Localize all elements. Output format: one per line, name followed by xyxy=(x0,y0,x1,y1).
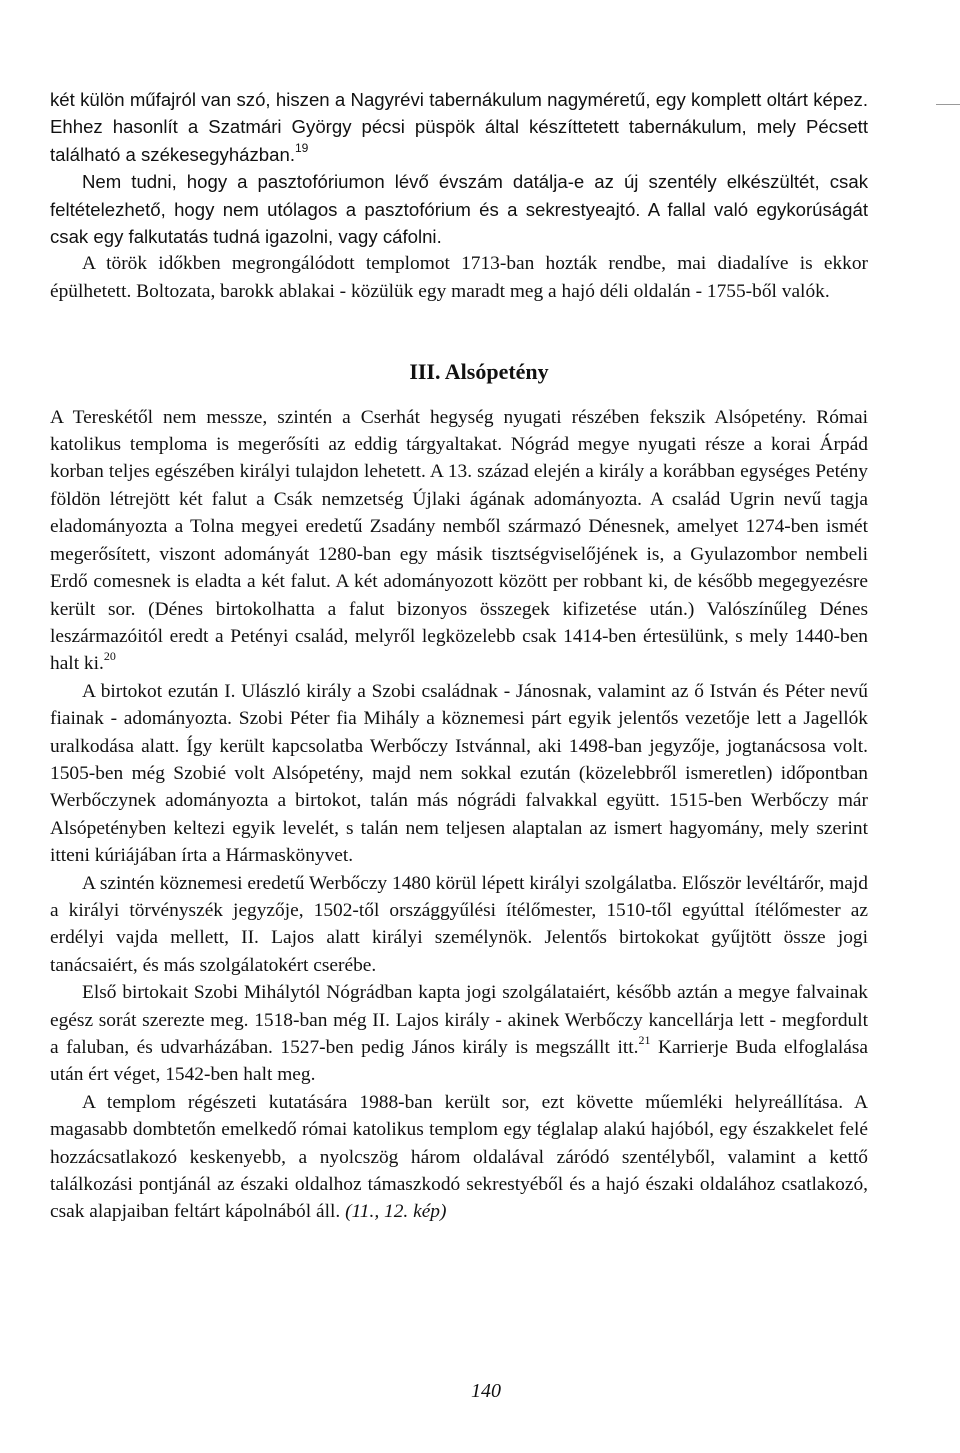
page-body xyxy=(50,86,868,1226)
paragraph xyxy=(50,870,868,980)
paragraph-text: Karrierje Buda elfoglalása után ért véget, 1542-ben halt meg. xyxy=(50,1037,868,1086)
paragraph xyxy=(50,250,868,305)
paragraph xyxy=(50,404,868,678)
paragraph-text: A török időkben megrongálódott templomot 1713-ban hozták rendbe, mai diadalíve is ekkor épülhetett. Boltozata, barokk ablakai - közülük egy maradt meg a hajó déli oldalán - 1755-ből valók. xyxy=(50,253,868,302)
paragraph-text: A szintén köznemesi eredetű Werbőczy 1480 körül lépett királyi szolgálatba. Először levéltárőr, majd a királyi törvényszék jegyzője, 1502-től országgyűlési ítélőmester, 1510-től egyúttal ítélőmester az erdélyi vajda mellett, II. Lajos alatt királyi személynök. Jelentős birtokokat gyűjtött össze jogi tanácsaiért, és más szolgálatokért cserébe. xyxy=(50,872,868,976)
page-number: 140 xyxy=(471,1380,501,1402)
paragraph-text: A birtokot ezután I. Ulászló király a Szobi családnak - Jánosnak, valamint az ő István és Péter nevű fiainak - adományozta. Szobi Péter fia Mihály a köznemesi párt egyik jelentős vezetője lett a Jagellók uralkodása alatt. Így került kapcsolatba Werbőczy Istvánnal, aki 1498-ban jegyzője, jogtanácsosa volt. 1505-ben még Szobié volt Alsópetény, majd nem sokkal ezután (közelebbről ismeretlen) időpontban Werbőczynek adományozta a birtokot, talán más nógrádi falvakkal együtt. 1515-ben Werbőczy már Alsópetényben keltezi egyik levelét, s talán nem teljesen alaptalan az ismert hagyomány, mely szerint itteni kúriájában írta a Hármaskönyvet. xyxy=(50,680,868,867)
footnote-marker[interactable]: 21 xyxy=(638,1033,651,1047)
paragraph xyxy=(50,979,868,1089)
paragraph-continuation xyxy=(50,86,868,168)
footnote-marker[interactable]: 19 xyxy=(295,140,309,155)
paragraph xyxy=(50,1089,868,1226)
footnote-marker[interactable]: 20 xyxy=(103,649,116,664)
paragraph xyxy=(50,678,868,870)
paragraph-text: Első birtokait Szobi Mihálytól Nógrádban kapta jogi szolgálataiért, később aztán a megye falvainak egész sorát szerezte meg. 1518-ban még II. Lajos király - akinek Werbőczy kancellárja lett - megfordult a faluban, és udvarházában. 1527-ben pedig János király is megszállt itt. xyxy=(50,982,868,1058)
paragraph xyxy=(50,168,868,250)
page-edge-mark xyxy=(936,104,960,105)
figure-reference: (11., 12. kép) xyxy=(345,1201,447,1223)
section-heading: III. Alsópetény xyxy=(409,359,549,385)
paragraph-text: A Tereskétől nem messze, szintén a Cserhát hegység nyugati részében fekszik Alsópetény. Római katolikus temploma is megerősíti az eddig tárgyaltakat. Nógrád megye nyugati része a korai Árpád korban teljes egészében királyi tulajdon lehetett. A 13. század elején a király a korábban egységes Petény földön létrejött két falut a Csák nemzetség Újlaki ágának adományozta. A család Ugrin nevű tagja eladományozta a Tolna megyei eredetű Zsadány nemből származó Dénesnek, amelyet 1274-ben ismét megerősített, viszont adományát 1280-ban egy másik tisztségviselőjének is, a Gyulazombor nembeli Erdő comesnek is eladta a két falut. A két adományozott között per robbant ki, de később megegyezésre került sor. (Dénes birtokolhatta a falut bizonyos összegek kifizetése után.) Valószínűleg Dénes leszármazóitól eredt a Petényi család, melyről legközelebb csak 1414-ben értesülünk, s mely 1440-ben halt ki. xyxy=(50,406,868,675)
paragraph-text: két külön műfajról van szó, hiszen a Nagyrévi tabernákulum nagyméretű, egy komplett oltárt képez. Ehhez hasonlít a Szatmári György pécsi püspök által készíttetett tabernákulum, mely Pécsett található a székesegyházban. xyxy=(50,89,868,165)
paragraph-text: A templom régészeti kutatására 1988-ban került sor, ezt követte műemléki helyreállítása. A magasabb dombtetőn emelkedő római katolikus templom egy téglalap alakú hajóból, egy északkelet felé hozzácsatlakozó keskenyebb, a nyolcszög három oldalával záródó szentélyből, valamint a kettő találkozási pontjánál az északi oldalhoz támaszkodó sekrestyéből és a hajó északi oldalához csatlakozó, csak alapjaiban feltárt kápolnából áll. xyxy=(50,1091,868,1223)
paragraph-text: Nem tudni, hogy a pasztofóriumon lévő évszám datálja-e az új szentély elkészültét, csak feltételezhető, hogy nem utólagos a pasztofórium és a sekrestyeajtó. A fallal való egykorúságát csak egy falkutatás tudná igazolni, vagy cáfolni. xyxy=(50,171,868,248)
